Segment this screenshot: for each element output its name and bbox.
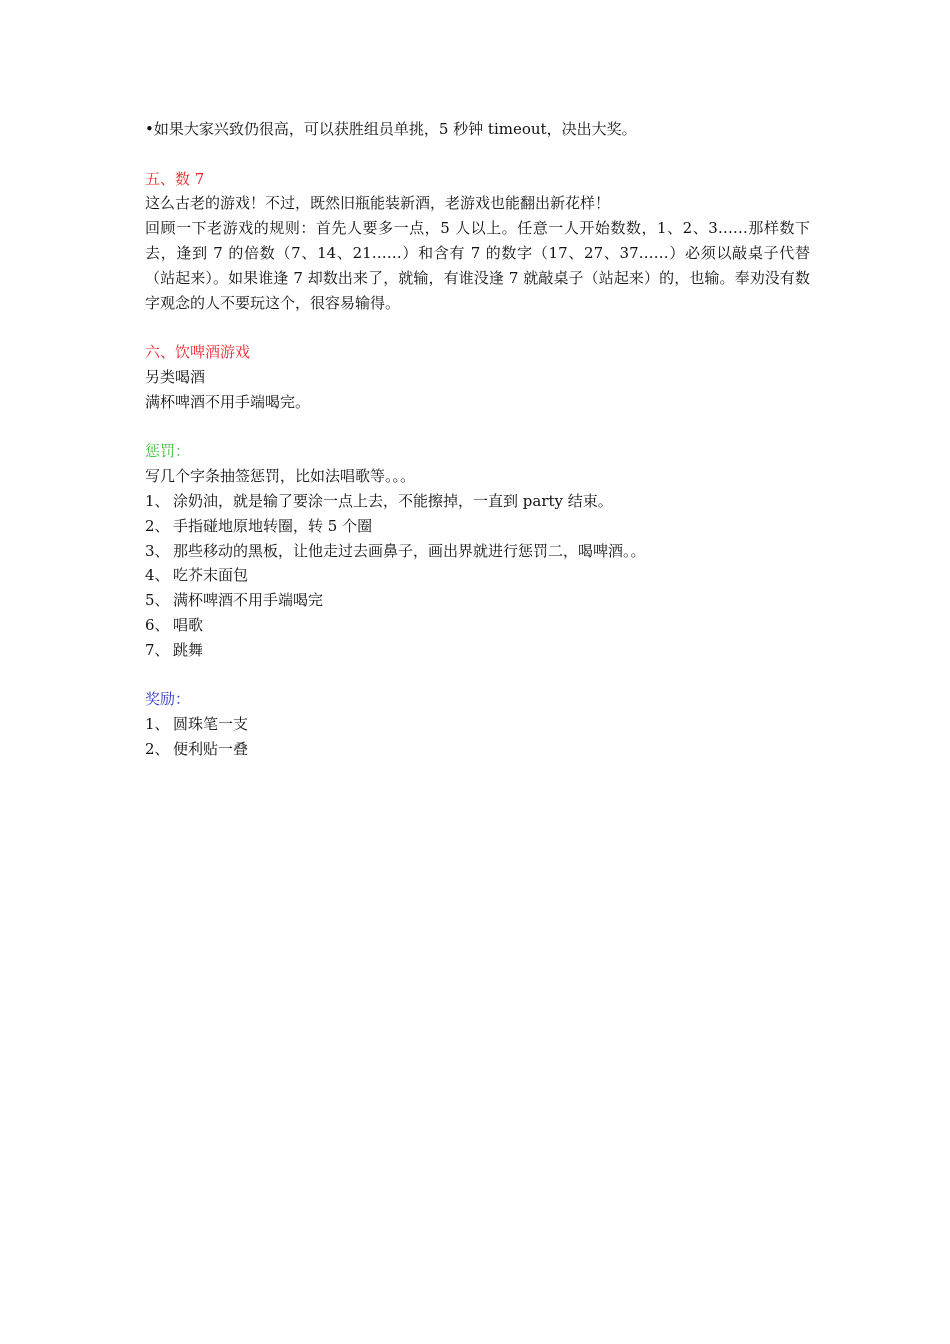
penalty-intro: 写几个字条抽签惩罚，比如法唱歌等。。。 (145, 467, 416, 486)
section5-rules-paragraph: 回顾一下老游戏的规则：首先人要多一点，5 人以上。任意一人开始数数，1、2、3……那样数下去，逢到 7 的倍数（7、14、21……）和含有 7 的数字（17、27、37……）必须以敲桌子代替（站起来）。如果谁逢 7 却数出来了，就输，有谁没逢 7 就敲桌子（站起来）的，也输。奉劝没有数字观念的人不要玩这个，很容易输得。 (145, 219, 810, 312)
reward-heading: 奖励： (145, 690, 191, 709)
list-text: 涂奶油，就是输了要涂一点上去，不能擦掉，一直到 party 结束。 (173, 491, 613, 510)
spacer (145, 415, 810, 440)
list-number: 2、 (145, 739, 170, 758)
list-text: 便利贴一叠 (173, 739, 249, 758)
list-item (145, 489, 810, 514)
list-item (145, 588, 810, 613)
list-number: 1、 (145, 715, 170, 734)
list-number: 4、 (145, 566, 170, 585)
list-text: 那些移动的黑板，让他走过去画鼻子，画出界就进行惩罚二，喝啤酒。。 (173, 541, 646, 560)
spacer (145, 663, 810, 688)
penalty-heading: 惩罚： (145, 442, 191, 461)
list-number: 1、 (145, 491, 170, 510)
spacer (145, 142, 810, 167)
list-item (145, 613, 810, 638)
reward-list (145, 712, 810, 762)
list-item (145, 539, 810, 564)
list-item (145, 638, 810, 663)
list-number: 5、 (145, 591, 170, 610)
list-item (145, 563, 810, 588)
list-item (145, 712, 810, 737)
list-number: 6、 (145, 615, 170, 634)
list-item (145, 514, 810, 539)
section6-line: 另类喝酒 (145, 367, 206, 386)
list-number: 7、 (145, 640, 170, 659)
section6-line: 满杯啤酒不用手端喝完。 (145, 392, 311, 411)
penalty-list (145, 489, 810, 663)
list-number: 2、 (145, 516, 170, 535)
section5-heading: 五、数 7 (145, 169, 205, 188)
list-text: 跳舞 (173, 640, 204, 659)
list-text: 圆珠笔一支 (173, 715, 249, 734)
document-body (145, 117, 810, 762)
list-text: 手指碰地原地转圈，转 5 个圈 (173, 516, 373, 535)
list-text: 满杯啤酒不用手端喝完 (173, 591, 324, 610)
list-item (145, 737, 810, 762)
section5-line: 这么古老的游戏！不过，既然旧瓶能装新酒，老游戏也能翻出新花样！ (145, 194, 611, 213)
intro-line: •如果大家兴致仍很高，可以获胜组员单挑，5 秒钟 timeout，决出大奖。 (145, 120, 637, 138)
list-text: 吃芥末面包 (173, 566, 249, 585)
section6-heading: 六、饮啤酒游戏 (145, 343, 251, 362)
list-text: 唱歌 (173, 615, 204, 634)
list-number: 3、 (145, 541, 170, 560)
spacer (145, 315, 810, 340)
